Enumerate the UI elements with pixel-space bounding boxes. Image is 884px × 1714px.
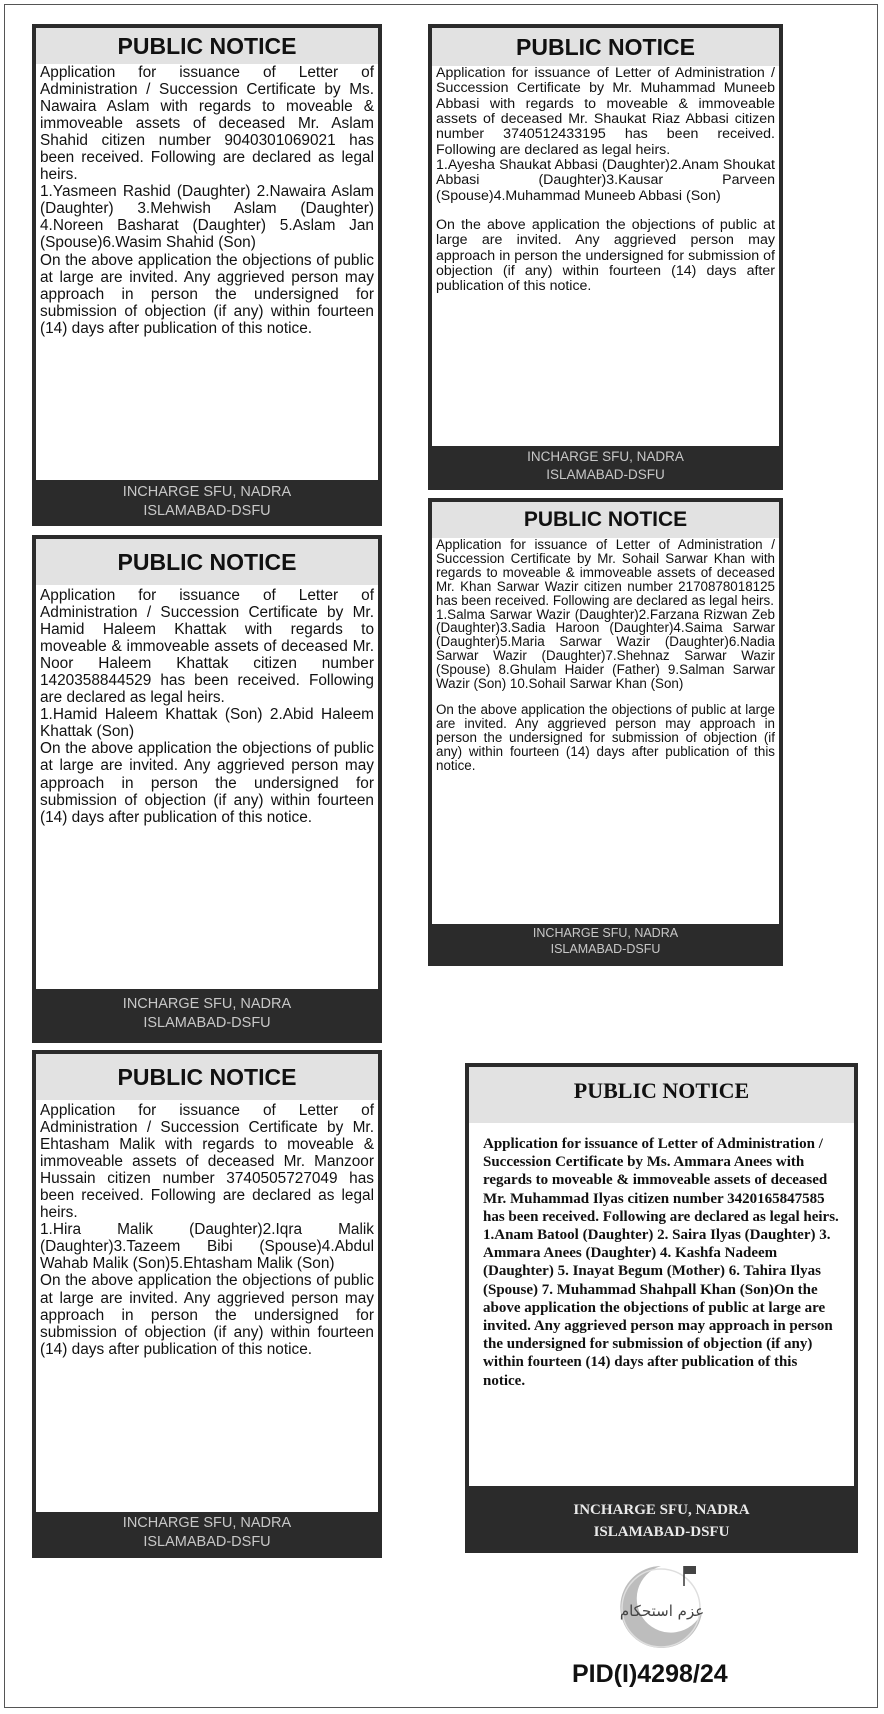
notice-signatory: INCHARGE SFU, NADRA	[527, 449, 684, 464]
notice-heirs: 1.Yasmeen Rashid (Daughter) 2.Nawaira Aslam (Daughter) 3.Mehwish Aslam (Daughter) 4.Noreen Basharat (Daughter) 5.Aslam Jan (Spouse)6.Wasim Shahid (Son)	[40, 183, 374, 252]
public-notice-2	[428, 24, 783, 490]
notice-paragraph: Application for issuance of Letter of Administration / Succession Certificate by Mr. Hamid Haleem Khattak with regards to moveable & immoveable assets of deceased Mr. Noor Haleem Khattak citizen number 1420358844529 has been received. Following are declared as legal heirs.	[40, 587, 374, 707]
notice-paragraph: On the above application the objections of public at large are invited. Any aggrieved person may approach in person the undersigned for submission of objection (if any) within fourteen (14) days after publication of this notice.	[40, 740, 374, 826]
notice-signatory: INCHARGE SFU, NADRA	[122, 1515, 292, 1531]
public-notice-1	[32, 24, 382, 526]
notice-signatory: INCHARGE SFU, NADRA	[122, 996, 292, 1012]
public-notice-3	[32, 535, 382, 1043]
notice-paragraph: Application for issuance of Letter of Administration / Succession Certificate by Ms. Ammara Anees with regards to moveable & immoveable assets of deceased Mr. Muhammad Ilyas citizen number 3420165847585 has been received. Following are declared as legal heirs. 1.Anam Batool (Daughter) 2. Saira Ilyas (Daughter) 3. Ammara Anees (Daughter) 4. Kashfa Nadeem (Daughter) 5. Inayat Begum (Mother) 6. Tahira Ilyas (Spouse) 7. Muhammad Shahpall Khan (Son)On the above application the objections of public at large are invited. Any aggrieved person may approach in person the undersigned for submission of objection (if any) within fourteen (14) days after publication of this notice.	[483, 1136, 839, 1389]
notice-office: ISLAMABAD-DSFU	[550, 942, 661, 957]
notice-office: ISLAMABAD-DSFU	[546, 466, 665, 482]
notice-office: ISLAMABAD-DSFU	[143, 502, 271, 519]
notice-office: ISLAMABAD-DSFU	[593, 1523, 730, 1540]
notice-title: PUBLIC NOTICE	[36, 1054, 378, 1100]
notice-paragraph: Application for issuance of Letter of Administration / Succession Certificate by Mr. Sohail Sarwar Khan with regards to moveable & immoveable assets of deceased Mr. Khan Sarwar Wazir citizen number 2170878018125 has been received. Following are declared as legal heirs.	[436, 537, 775, 608]
notice-title: PUBLIC NOTICE	[36, 539, 378, 585]
notice-paragraph: On the above application the objections of public at large are invited. Any aggrieved person may approach in person the undersigned for submission of objection (if any) within fourteen (14) days after publication of this notice.	[40, 1272, 374, 1358]
notice-paragraph: Application for issuance of Letter of Administration / Succession Certificate by Mr. Ehtasham Malik with regards to moveable & immoveable assets of deceased Mr. Manzoor Hussain citizen number 3740505727049 has been received. Following are declared as legal heirs.	[40, 1102, 374, 1222]
notice-title: PUBLIC NOTICE	[432, 28, 779, 66]
notice-heirs: 1.Salma Sarwar Wazir (Daughter)2.Farzana Rizwan Zeb (Daughter)3.Sadia Haroon (Daughter)4.Saima Sarwar (Daughter)5.Maria Sarwar Wazir (Daughter)6.Nadia Sarwar Wazir (Daughter)7.Shehnaz Sarwar Wazir (Spouse) 8.Ghulam Haider (Father) 9.Salman Sarwar Wazir (Son) 10.Sohail Sarwar Khan (Son)	[436, 606, 775, 692]
logo-text: عزم استحکام	[619, 1602, 705, 1620]
notice-paragraph: Application for issuance of Letter of Administration / Succession Certificate by Ms. Nawaira Aslam with regards to moveable & immoveable assets of deceased Mr. Aslam Shahid citizen number 9040301069021 has been received. Following are declared as legal heirs.	[40, 64, 374, 184]
notice-signatory: INCHARGE SFU, NADRA	[532, 926, 679, 940]
notice-paragraph: On the above application the objections of public at large are invited. Any aggrieved person may approach in person the undersigned for submission of objection (if any) within fourteen (14) days after publication of this notice.	[436, 701, 775, 773]
notice-paragraph: On the above application the objections of public at large are invited. Any aggrieved person may approach in person the undersigned for submission of objection (if any) within fourteen (14) days after publication of this notice.	[40, 251, 374, 337]
azm-e-istehkam-logo	[614, 1560, 708, 1654]
public-notice-5	[32, 1050, 382, 1558]
notice-signatory: INCHARGE SFU, NADRA	[573, 1502, 750, 1518]
public-notice-6	[465, 1063, 858, 1553]
notice-paragraph: Application for issuance of Letter of Administration / Succession Certificate by Mr. Muhammad Muneeb Abbasi with regards to moveable & immoveable assets of deceased Mr. Shaukat Riaz Abbasi citizen number 3740512433195 has been received. Following are declared as legal heirs.	[436, 65, 775, 158]
notice-heirs: 1.Hira Malik (Daughter)2.Iqra Malik (Daughter)3.Tazeem Bibi (Spouse)4.Abdul Wahab Malik (Son)5.Ehtasham Malik (Son)	[40, 1221, 374, 1273]
notice-office: ISLAMABAD-DSFU	[143, 1014, 271, 1031]
notice-title: PUBLIC NOTICE	[469, 1067, 854, 1123]
public-notice-4	[428, 498, 783, 966]
notice-title: PUBLIC NOTICE	[36, 28, 378, 64]
notice-signatory: INCHARGE SFU, NADRA	[122, 484, 292, 500]
notice-title: PUBLIC NOTICE	[432, 502, 779, 538]
notice-heirs: 1.Hamid Haleem Khattak (Son) 2.Abid Haleem Khattak (Son)	[40, 706, 374, 741]
notice-office: ISLAMABAD-DSFU	[143, 1533, 271, 1550]
notice-paragraph: On the above application the objections of public at large are invited. Any aggrieved person may approach in person the undersigned for submission of objection (if any) within fourteen (14) days after publication of this notice.	[436, 217, 775, 295]
notice-heirs: 1.Ayesha Shaukat Abbasi (Daughter)2.Anam Shoukat Abbasi (Daughter)3.Kausar Parveen (Spouse)4.Muhammad Muneeb Abbasi (Son)	[436, 157, 775, 204]
pid-number: PID(I)4298/24	[572, 1660, 728, 1688]
